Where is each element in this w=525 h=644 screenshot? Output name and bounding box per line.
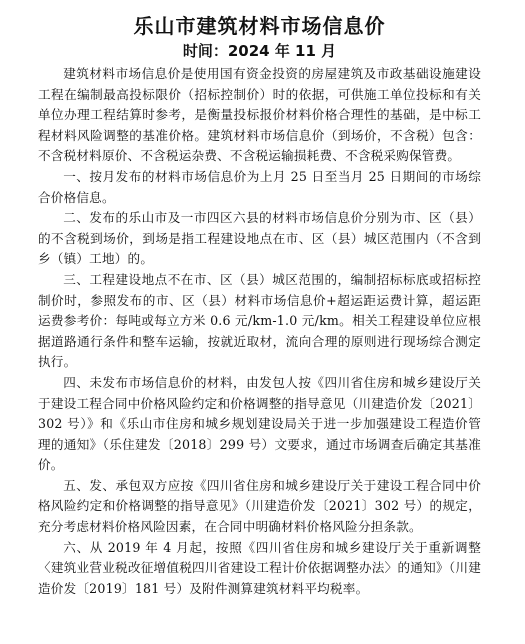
- paragraph-6: 六、从 2019 年 4 月起，按照《四川省住房和城乡建设厅关于重新调整〈建筑业营业税改征增值税四川省建设工程计价依据调整办法〉的通知》（川建造价发〔2019〕181 号）及附件测算建筑材料平均税率。: [38, 539, 481, 596]
- paragraph-3: 三、工程建设地点不在市、区（县）城区范围的，编制招标标底或招标控制价时，参照发布的市、区（县）材料市场信息价+超运距运费计算，超运距运费参考价：每吨或每立方米 0.6 元/km-1.0 元/km。相关工程建设单位应根据道路通行条件和整车运输，按就近取材，流向合理的原则进行现场综合测定执行。: [38, 271, 481, 370]
- paragraph-intro: 建筑材料市场信息价是使用国有资金投资的房屋建筑及市政基础设施建设工程在编制最高投标限价（招标控制价）时的依据，可供施工单位投标和有关单位办理工程结算时参考，是衡量投标报价材料价格合理性的基础，是中标工程材料风险调整的基准价格。建筑材料市场信息价（到场价，不含税）包含：不含税材料原价、不含税运杂费、不含税运输损耗费、不含税采购保管费。: [38, 66, 481, 164]
- paragraph-2: 二、发布的乐山市及一市四区六县的材料市场信息价分别为市、区（县）的不含税到场价，到场是指工程建设地点在市、区（县）城区范围内（不含到乡（镇）工地）的。: [38, 210, 481, 267]
- document-date: 时间：2024 年 11 月: [182, 42, 337, 60]
- paragraph-4: 四、未发布市场信息价的材料，由发包人按《四川省住房和城乡建设厅关于建设工程合同中价格风险约定和价格调整的指导意见（川建造价发〔2021〕302 号）》和《乐山市住房和城乡规划建设局关于进一步加强建设工程造价管理的通知》（乐住建发〔2018〕299 号）文要求，通过市场调查后确定其基准价。: [38, 374, 481, 473]
- paragraph-5: 五、发、承包双方应按《四川省住房和城乡建设厅关于建设工程合同中价格风险约定和价格调整的指导意见》（川建造价发〔2021〕302 号）的规定，充分考虑材料价格风险因素，在合同中明确材料价格风险分担条款。: [38, 477, 481, 535]
- document-title: 乐山市建筑材料市场信息价: [133, 14, 386, 38]
- paragraph-1: 一、按月发布的材料市场信息价为上月 25 日至当月 25 日期间的市场综合价格信息。: [38, 168, 481, 205]
